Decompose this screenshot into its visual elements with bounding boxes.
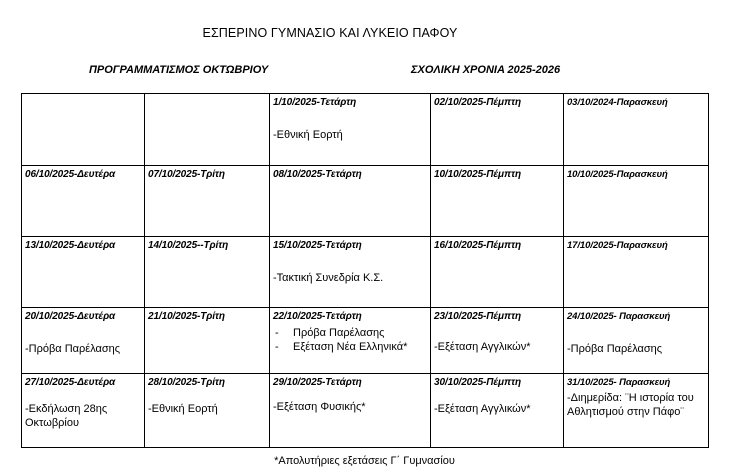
- day-cell: [564, 166, 709, 237]
- date-label: 16/10/2025-Πέμπτη: [434, 240, 521, 251]
- date-label: 07/10/2025-Τρίτη: [148, 169, 225, 180]
- day-cell: [145, 308, 270, 374]
- event-text: -Πρόβα Παρέλασης: [567, 343, 663, 355]
- day-cell: [145, 237, 270, 308]
- day-cell: [145, 166, 270, 237]
- date-label: 03/10/2024-Παρασκευή: [567, 97, 668, 108]
- day-cell: [270, 308, 431, 374]
- table-row: [22, 308, 709, 374]
- date-label: 08/10/2025-Τετάρτη: [273, 169, 362, 180]
- event-list: [273, 326, 427, 354]
- school-year: ΣΧΟΛΙΚΗ ΧΡΟΝΙΑ 2025-2026: [411, 64, 561, 76]
- table-row: [22, 374, 709, 448]
- day-cell: [564, 374, 709, 448]
- date-label: 10/10/2025-Πέμπτη: [434, 169, 521, 180]
- day-cell: [22, 237, 145, 308]
- event-text: -Διημερίδα: ¨Η ιστορία του Αθλητισμού στην Πάφο¨: [567, 392, 694, 418]
- date-label: 24/10/2025- Παρασκευή: [567, 311, 671, 322]
- date-label: 15/10/2025-Τετάρτη: [273, 240, 362, 251]
- event-text: -Τακτική Συνεδρία Κ.Σ.: [273, 272, 384, 284]
- day-cell: [431, 308, 564, 374]
- list-item: [273, 340, 427, 354]
- day-cell: [22, 94, 145, 166]
- day-cell: [564, 308, 709, 374]
- date-label: 13/10/2025-Δευτέρα: [25, 240, 116, 251]
- date-label: 10/10/2025-Παρασκευή: [567, 169, 668, 180]
- plan-title: ΠΡΟΓΡΑΜΜΑΤΙΣΜΟΣ ΟΚΤΩΒΡΙΟΥ: [89, 64, 269, 76]
- date-label: 31/10/2025- Παρασκευή: [567, 377, 671, 388]
- event-text: Πρόβα Παρέλασης: [293, 327, 385, 339]
- bullet-marker: -: [275, 341, 279, 353]
- day-cell: [564, 94, 709, 166]
- date-label: 20/10/2025-Δευτέρα: [25, 311, 116, 322]
- list-item: [273, 326, 427, 340]
- day-cell: [145, 94, 270, 166]
- school-title: ΕΣΠΕΡΙΝΟ ΓΥΜΝΑΣΙΟ ΚΑΙ ΛΥΚΕΙΟ ΠΑΦΟΥ: [202, 26, 458, 40]
- event-text: -Εκδήλωση 28ης Οκτωβρίου: [25, 403, 108, 429]
- bullet-marker: -: [275, 327, 279, 339]
- day-cell: [270, 166, 431, 237]
- date-label: 28/10/2025-Τρίτη: [148, 377, 225, 388]
- table-row: [22, 237, 709, 308]
- schedule-table: [21, 93, 709, 448]
- event-text: -Εθνική Εορτή: [148, 403, 218, 415]
- day-cell: [22, 374, 145, 448]
- footnote: *Απολυτήριες εξετάσεις Γ΄ Γυμνασίου: [274, 455, 455, 467]
- day-cell: [431, 166, 564, 237]
- date-label: 30/10/2025-Πέμπτη: [434, 377, 521, 388]
- event-text: -Πρόβα Παρέλασης: [25, 343, 121, 355]
- event-text: -Εξέταση Αγγλικών*: [434, 341, 531, 353]
- day-cell: [22, 166, 145, 237]
- event-text: -Εξέταση Αγγλικών*: [434, 403, 531, 415]
- day-cell: [431, 374, 564, 448]
- date-label: 21/10/2025-Τρίτη: [148, 311, 225, 322]
- date-label: 27/10/2025-Δευτέρα: [25, 377, 116, 388]
- event-text: Εξέταση Νέα Ελληνικά*: [293, 341, 408, 353]
- day-cell: [22, 308, 145, 374]
- day-cell: [431, 237, 564, 308]
- date-label: 23/10/2025-Πέμπτη: [434, 311, 521, 322]
- event-text: -Εξέταση Φυσικής*: [273, 401, 366, 413]
- date-label: 1/10/2025-Τετάρτη: [273, 97, 357, 108]
- date-label: 29/10/2025-Τετάρτη: [273, 377, 362, 388]
- day-cell: [564, 237, 709, 308]
- day-cell: [145, 374, 270, 448]
- table-row: [22, 94, 709, 166]
- date-label: 17/10/2025-Παρασκευή: [567, 240, 668, 251]
- day-cell: [270, 374, 431, 448]
- date-label: 06/10/2025-Δευτέρα: [25, 169, 116, 180]
- day-cell: [270, 94, 431, 166]
- day-cell: [270, 237, 431, 308]
- day-cell: [431, 94, 564, 166]
- table-row: [22, 166, 709, 237]
- date-label: 02/10/2025-Πέμπτη: [434, 97, 521, 108]
- date-label: 14/10/2025--Τρίτη: [148, 240, 229, 251]
- date-label: 22/10/2025-Τετάρτη: [273, 311, 362, 322]
- event-text: -Εθνική Εορτή: [273, 129, 343, 141]
